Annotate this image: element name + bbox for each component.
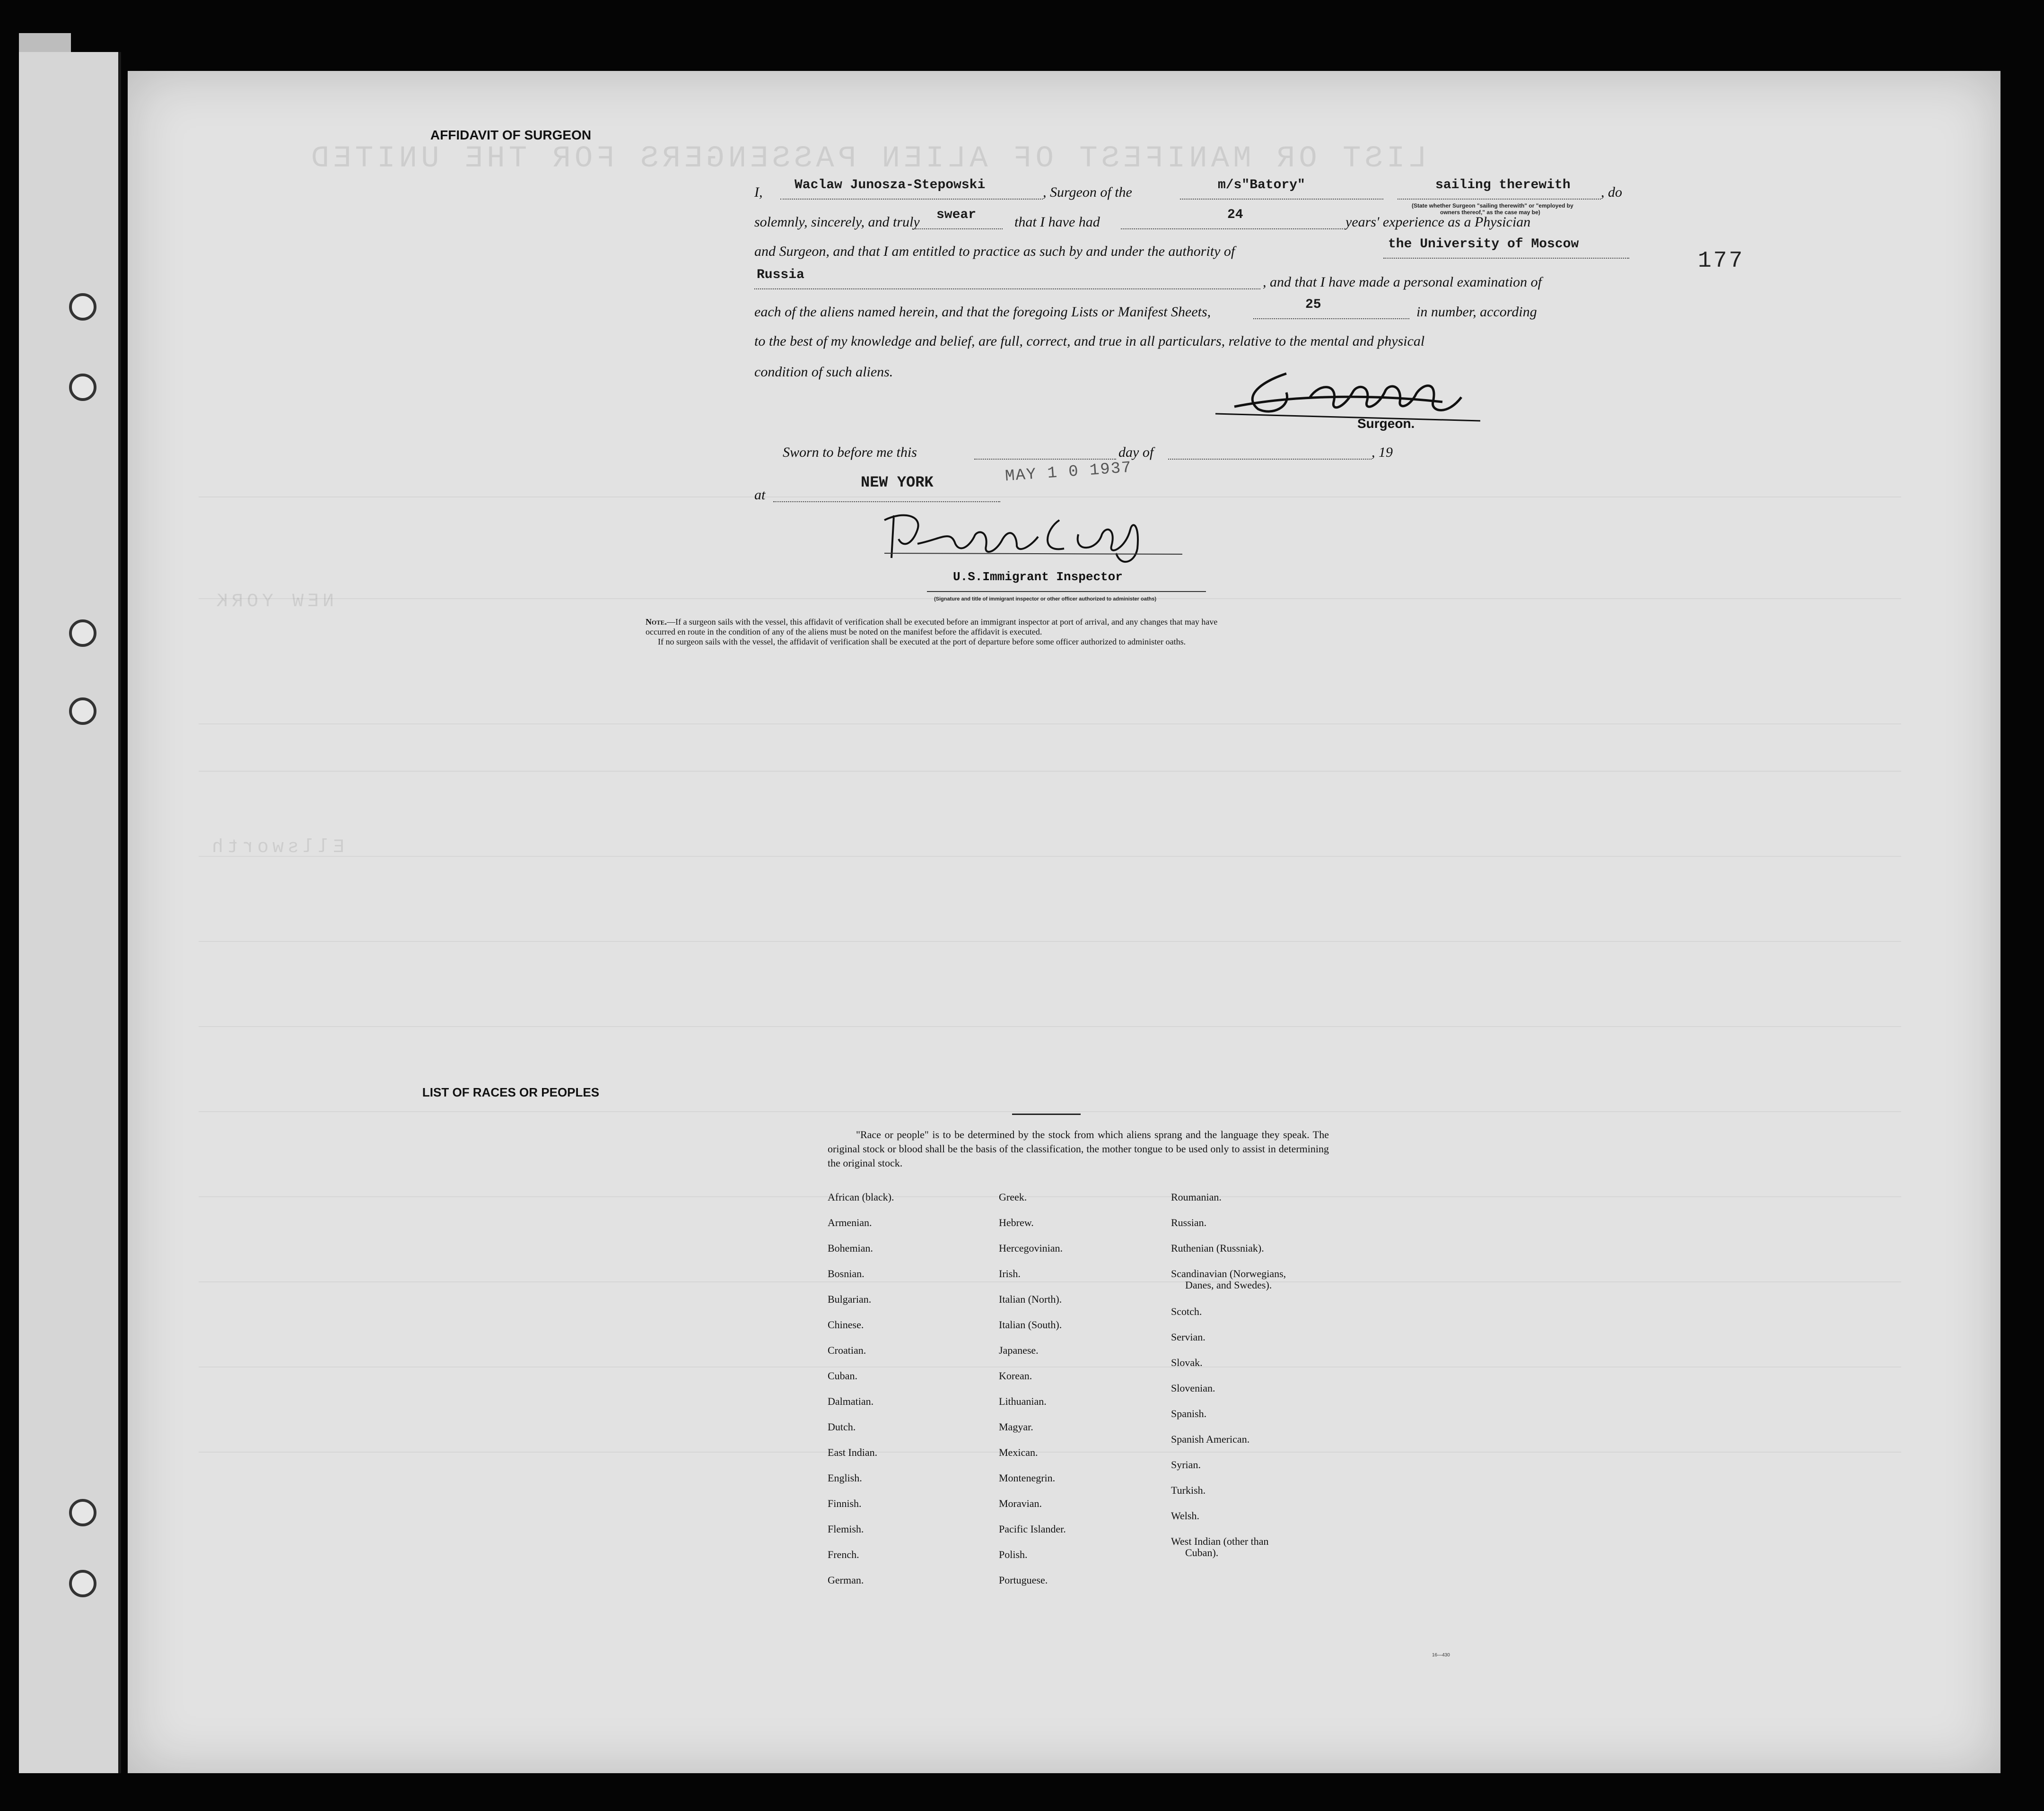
race-item: Greek.: [999, 1191, 1027, 1203]
race-item: Italian (South).: [999, 1319, 1062, 1331]
inspector-signature-note: (Signature and title of immigrant inspector or other officer authorized to administer oaths): [934, 596, 1156, 602]
race-item: Syrian.: [1171, 1459, 1201, 1471]
text-that-had: that I have had: [1014, 214, 1100, 230]
race-item: Croatian.: [828, 1344, 866, 1356]
race-item: Polish.: [999, 1549, 1028, 1560]
text-day-of: day of: [1118, 444, 1154, 460]
binding-hole: [69, 1499, 96, 1526]
vessel-rule: [1180, 199, 1383, 200]
race-item: Slovak.: [1171, 1357, 1203, 1368]
race-item: Spanish American.: [1171, 1433, 1250, 1445]
race-item: Turkish.: [1171, 1484, 1206, 1496]
race-item: West Indian (other than: [1171, 1535, 1269, 1547]
race-item: Korean.: [999, 1370, 1032, 1382]
inspector-signature: [875, 501, 1263, 572]
race-item: Roumanian.: [1171, 1191, 1222, 1203]
date-stamp: MAY 1 0 1937: [1005, 459, 1133, 486]
surgeon-name-value: Waclaw Junosza-Stepowski: [795, 178, 986, 192]
text-do: , do: [1601, 184, 1622, 200]
text-sworn: Sworn to before me this: [783, 444, 917, 460]
sailing-status-note: [1412, 202, 1573, 216]
races-intro: "Race or people" is to be determined by the stock from which aliens sprang and the language they speak. The original stock or blood shall be the basis of the classification, the mother tongue to be used only to assist in determining the original stock.: [828, 1129, 1329, 1169]
authority-country-rule: [754, 288, 1260, 289]
inspector-title: U.S.Immigrant Inspector: [953, 570, 1123, 584]
text-and-surgeon: and Surgeon, and that I am entitled to practice as such by and under the authority of: [754, 244, 1235, 259]
race-item: Welsh.: [1171, 1510, 1199, 1522]
race-item: Bohemian.: [828, 1242, 873, 1254]
verification-note-line: occurred en route in the condition of any of the aliens must be noted on the manifest before the affidavit is executed.: [646, 627, 1042, 636]
text-surgeon-of: , Surgeon of the: [1043, 184, 1132, 200]
race-item: Italian (North).: [999, 1293, 1062, 1305]
text-condition: condition of such aliens.: [754, 364, 893, 380]
races-column-3: [1171, 1192, 1286, 1573]
race-item: Armenian.: [828, 1217, 872, 1228]
surgeon-caption: Surgeon.: [1357, 416, 1415, 431]
place-value: NEW YORK: [861, 474, 934, 491]
bleed-through-rule: [199, 1111, 1901, 1112]
bleed-through-rule: [199, 856, 1901, 857]
race-item: Chinese.: [828, 1319, 864, 1331]
verification-note: [646, 617, 1677, 647]
note-label: Note.: [646, 617, 667, 627]
race-item: Finnish.: [828, 1498, 862, 1509]
races-column-1: [828, 1192, 894, 1600]
bleed-through-rule: [199, 723, 1901, 724]
race-item: German.: [828, 1574, 864, 1586]
bleed-through-rule: [199, 941, 1901, 942]
race-item: Montenegrin.: [999, 1472, 1056, 1484]
sworn-month-rule: [1168, 459, 1371, 460]
affidavit-line-5: [631, 297, 1672, 332]
race-item: Dalmatian.: [828, 1395, 874, 1407]
sailing-status-rule: [1398, 199, 1601, 200]
surgeon-name-rule: [780, 199, 1043, 200]
affidavit-line-6: [631, 333, 1672, 362]
text-best-knowledge: to the best of my knowledge and belief, are full, correct, and true in all particulars, relative to the mental and physical: [754, 333, 1425, 349]
binding-hole: [69, 293, 96, 321]
sailing-status-value: sailing therewith: [1435, 178, 1571, 192]
years-rule: [1121, 228, 1343, 229]
race-item: Russian.: [1171, 1217, 1207, 1228]
race-item: Scotch.: [1171, 1306, 1202, 1317]
text-year: , 19: [1371, 444, 1393, 460]
text-solemnly: solemnly, sincerely, and truly: [754, 214, 920, 230]
race-item: Slovenian.: [1171, 1382, 1215, 1394]
text-at: at: [754, 487, 766, 503]
race-item: Scandinavian (Norwegians,: [1171, 1268, 1286, 1280]
sailing-status-note-line: (State whether Surgeon "sailing therewith" or "employed by: [1412, 202, 1573, 209]
sworn-day-rule: [974, 459, 1116, 460]
text-each-alien: each of the aliens named herein, and that the foregoing Lists or Manifest Sheets,: [754, 304, 1211, 320]
bleed-through-rule: [199, 771, 1901, 772]
race-item: Cuban).: [1185, 1547, 1219, 1559]
authority-value: the University of Moscow: [1388, 237, 1579, 252]
race-item: Cuban.: [828, 1370, 857, 1382]
authority-rule: [1383, 258, 1629, 259]
race-item: Japanese.: [999, 1344, 1039, 1356]
text-years-experience: years' experience as a Physician: [1345, 214, 1531, 230]
text-examination: , and that I have made a personal examination of: [1263, 274, 1542, 290]
sailing-status-note-line: owners thereof," as the case may be): [1440, 209, 1540, 216]
binding-hole: [69, 619, 96, 647]
race-item: Bulgarian.: [828, 1293, 872, 1305]
race-item: Servian.: [1171, 1331, 1205, 1343]
race-item: Portuguese.: [999, 1574, 1048, 1586]
race-item: Ruthenian (Russniak).: [1171, 1242, 1264, 1254]
manifest-page: [128, 71, 2000, 1773]
race-item: East Indian.: [828, 1446, 878, 1458]
affidavit-line-4: [631, 268, 1672, 303]
race-item: English.: [828, 1472, 862, 1484]
binding-hole: [69, 1570, 96, 1597]
text-in-number: in number, according: [1416, 304, 1537, 320]
binding-hole: [69, 697, 96, 725]
binding-hole: [69, 374, 96, 401]
race-item: Bosnian.: [828, 1268, 865, 1280]
bleed-through-port: Ellsworth: [208, 837, 345, 858]
years-value: 24: [1227, 208, 1243, 222]
race-item: Danes, and Swedes).: [1185, 1279, 1272, 1291]
surgeon-signature: [1215, 364, 1480, 435]
oath-rule: [915, 228, 1003, 229]
race-item: African (black).: [828, 1191, 894, 1203]
verification-note-line: If no surgeon sails with the vessel, the affidavit of verification shall be executed at the port of departure before some officer authorized to administer oaths.: [658, 637, 1186, 646]
verification-note-line: [646, 617, 1677, 627]
races-title: LIST OF RACES OR PEOPLES: [422, 1085, 600, 1099]
race-item: Hebrew.: [999, 1217, 1034, 1228]
race-item: French.: [828, 1549, 859, 1560]
oath-value: swear: [936, 208, 977, 222]
race-item: Magyar.: [999, 1421, 1033, 1433]
race-item: Flemish.: [828, 1523, 864, 1535]
race-item: Hercegovinian.: [999, 1242, 1063, 1254]
vessel-value: m/s"Batory": [1218, 178, 1305, 192]
races-column-2: [999, 1192, 1066, 1600]
form-number: 16—430: [1432, 1653, 1450, 1658]
race-item: Pacific Islander.: [999, 1523, 1066, 1535]
race-item: Dutch.: [828, 1421, 856, 1433]
sheets-rule: [1253, 318, 1409, 319]
affidavit-line-7: [631, 364, 1672, 392]
race-item: Mexican.: [999, 1446, 1038, 1458]
bleed-through-port: NEW YORK: [213, 591, 334, 612]
authority-country-value: Russia: [757, 268, 804, 282]
note-text: —If a surgeon sails with the vessel, this affidavit of verification shall be executed before an immigrant inspector at port of arrival, and any changes that may have: [666, 617, 1218, 627]
race-item: Lithuanian.: [999, 1395, 1047, 1407]
race-item: Spanish.: [1171, 1408, 1207, 1419]
affidavit-title: AFFIDAVIT OF SURGEON: [430, 128, 592, 142]
races-title-rule: [1012, 1114, 1081, 1115]
race-item: Moravian.: [999, 1498, 1042, 1509]
race-item: Irish.: [999, 1268, 1021, 1280]
page-number: 177: [1698, 248, 1745, 274]
inspector-title-rule: [927, 591, 1206, 592]
bleed-through-header: LIST OR MANIFEST OF ALIEN PASSENGERS FOR THE UNITED: [307, 142, 1427, 176]
sheets-value: 25: [1305, 297, 1321, 312]
text-i: I,: [754, 184, 763, 200]
bleed-through-rule: [199, 1026, 1901, 1027]
sworn-line: [631, 444, 1672, 473]
